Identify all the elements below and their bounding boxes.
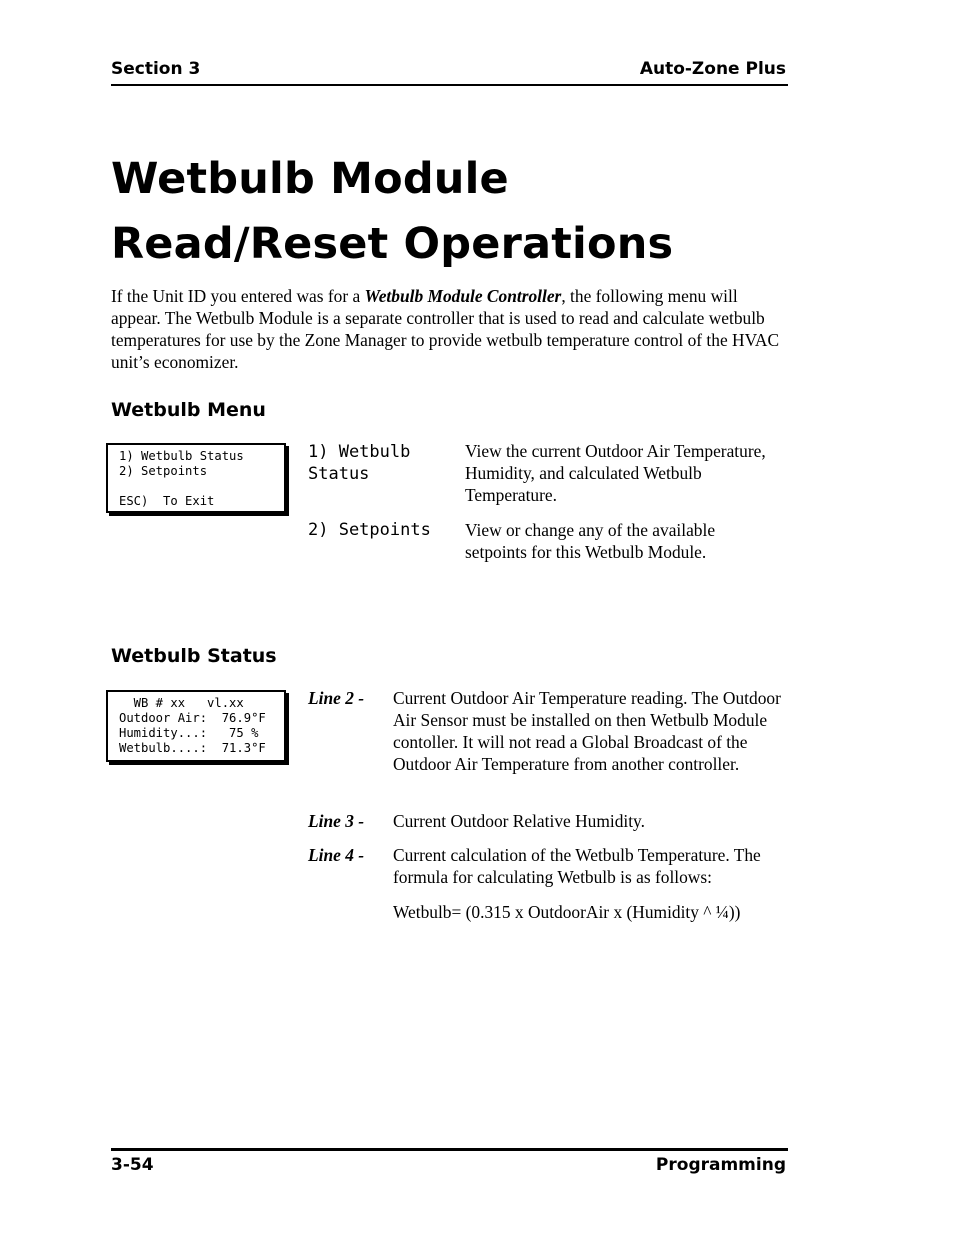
wetbulb-menu-lcd bbox=[106, 443, 286, 513]
page-title-line1: Wetbulb Module bbox=[111, 154, 509, 204]
lcd-line: Wetbulb....: 71.3°F bbox=[119, 741, 266, 755]
status-line-description: Current Outdoor Relative Humidity. bbox=[393, 811, 645, 831]
footer-page-number: 3-54 bbox=[111, 1155, 154, 1175]
lcd-line: Outdoor Air: 76.9°F bbox=[119, 711, 266, 725]
lcd-line: 1) Wetbulb Status bbox=[119, 449, 244, 463]
header-rule bbox=[111, 84, 788, 86]
status-line-description: Current calculation of the Wetbulb Temperature. The formula for calculating Wetbulb is as follows: bbox=[393, 845, 761, 887]
menu-item-description: View the current Outdoor Air Temperature, Humidity, and calculated Wetbulb Temperature. bbox=[465, 441, 766, 505]
menu-item-key: Status bbox=[308, 464, 370, 484]
lcd-line: Humidity...: 75 % bbox=[119, 726, 259, 740]
wetbulb-status-heading: Wetbulb Status bbox=[111, 645, 277, 667]
lcd-line: 2) Setpoints bbox=[119, 464, 208, 478]
footer-chapter: Programming bbox=[655, 1155, 786, 1175]
header-section: Section 3 bbox=[111, 59, 201, 79]
header-product: Auto-Zone Plus bbox=[639, 59, 786, 79]
status-line-label: Line 4 - bbox=[308, 845, 365, 865]
wetbulb-menu-heading: Wetbulb Menu bbox=[111, 399, 266, 421]
page-title-line2: Read/Reset Operations bbox=[111, 219, 674, 269]
menu-item-key: 2) Setpoints bbox=[308, 520, 431, 540]
footer-rule bbox=[111, 1148, 788, 1151]
wetbulb-status-lcd bbox=[106, 690, 286, 762]
status-line-label: Line 2 - bbox=[308, 688, 365, 708]
intro-before: If the Unit ID you entered was for a bbox=[111, 286, 365, 306]
lcd-line: WB # xx vl.xx bbox=[119, 696, 244, 710]
intro-paragraph bbox=[111, 285, 791, 373]
intro-emphasis: Wetbulb Module Controller bbox=[364, 286, 562, 306]
menu-item-description: View or change any of the available setpoints for this Wetbulb Module. bbox=[465, 520, 716, 562]
status-line-label: Line 3 - bbox=[308, 811, 365, 831]
lcd-line: ESC) To Exit bbox=[119, 494, 215, 508]
wetbulb-formula: Wetbulb= (0.315 x OutdoorAir x (Humidity ^ ¼)) bbox=[393, 902, 741, 922]
status-line-description: Current Outdoor Air Temperature reading. The Outdoor Air Sensor must be installed on then Wetbulb Module contoller. It will not read a Global Broadcast of the Outdoor Air Temperature from another controller. bbox=[393, 688, 781, 774]
menu-item-key: 1) Wetbulb bbox=[308, 442, 411, 462]
intro-after: , the following menu will appear. The Wetbulb Module is a separate controller that is used to read and calculate wetbulb temperatures for use by the Zone Manager to provide wetbulb temperature control of the HVAC unit’s economizer. bbox=[111, 286, 780, 372]
